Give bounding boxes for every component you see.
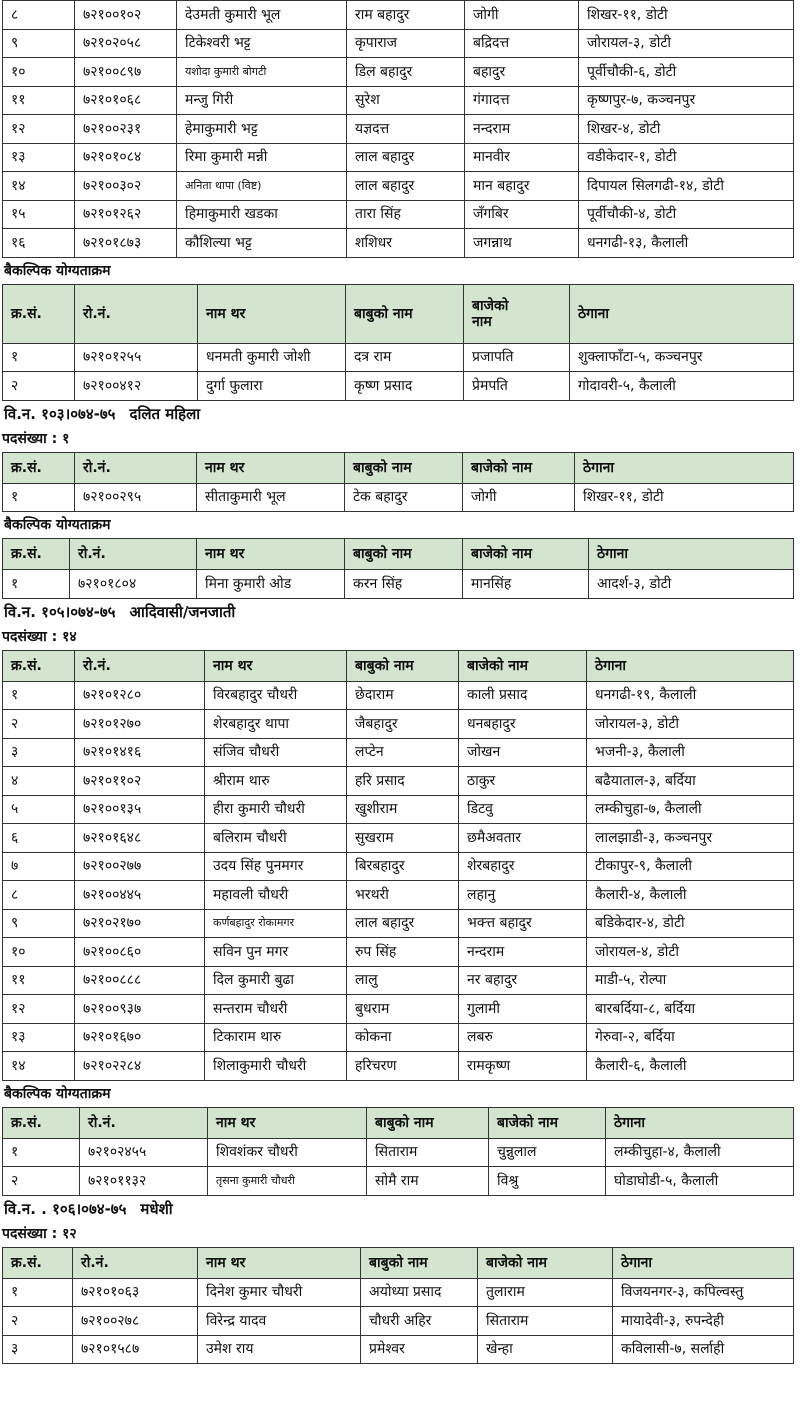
sn-cell: १३ [3, 1023, 75, 1052]
table-row [3, 881, 794, 910]
alt-merit-heading: बैकल्पिक योग्यताक्रम [4, 517, 111, 533]
address-cell: लम्कीचुहा-४, कैलाली [606, 1138, 794, 1167]
table-body [3, 1138, 794, 1195]
address-cell: कैलारी-६, कैलाली [587, 1052, 794, 1081]
header-roll: रो.नं. [75, 284, 198, 343]
sn-cell: २ [3, 1307, 73, 1336]
roll-number-cell: ७२१००१०२ [75, 1, 177, 30]
address-cell: जोरायल-४, डोटी [587, 938, 794, 967]
header-father: बाबुको नाम [345, 452, 463, 483]
vacancy-code: वि.न. १०३।०७४-७५ [4, 404, 116, 423]
table-header-row [3, 1247, 794, 1278]
roll-number-cell: ७२१००२९५ [75, 483, 197, 512]
roll-number-cell: ७२१०१८७३ [75, 229, 177, 258]
header-address: ठेगाना [589, 539, 794, 570]
sn-cell: ९ [3, 29, 75, 58]
table-row [3, 909, 794, 938]
address-cell: कृष्णपुर-७, कञ्चनपुर [579, 86, 794, 115]
grandfather-name-cell: लबरु [459, 1023, 587, 1052]
father-name-cell: लप्टेन [347, 738, 459, 767]
grandfather-name-cell: जोगी [463, 483, 575, 512]
roll-number-cell: ७२१०१०६३ [73, 1278, 198, 1307]
roll-number-cell: ७२१०१२६२ [75, 200, 177, 229]
father-name-cell: हरिचरण [347, 1052, 459, 1081]
address-cell: बडिकेदार-४, डोटी [587, 909, 794, 938]
section-heading-dalit [0, 401, 800, 427]
table-body [3, 681, 794, 1080]
grandfather-name-cell: जगन्नाथ [465, 229, 579, 258]
name-cell: टिकेश्वरी भट्ट [177, 29, 347, 58]
table-row [3, 1307, 794, 1336]
header-sn: क्र.सं. [3, 650, 75, 681]
header-grandfather: बाजेको नाम [478, 1247, 613, 1278]
table-row [3, 1, 794, 30]
sn-cell: २ [3, 710, 75, 739]
sn-cell: ११ [3, 966, 75, 995]
section-heading-janajati [0, 599, 800, 625]
header-father: बाबुको नाम [346, 284, 464, 343]
name-cell: उमेश राय [198, 1335, 361, 1364]
section-heading-madhesi [0, 1196, 800, 1222]
name-cell: दुर्गा फुलारा [198, 372, 346, 401]
father-name-cell: कृष्ण प्रसाद [346, 372, 464, 401]
header-name: नाम थर [197, 452, 345, 483]
name-cell: शिलाकुमारी चौधरी [205, 1052, 347, 1081]
table-row [3, 570, 794, 599]
address-cell: बढैयाताल-३, बर्दिया [587, 767, 794, 796]
header-grandfather: बाजेको नाम [459, 650, 587, 681]
sn-cell: ७ [3, 852, 75, 881]
roll-number-cell: ७२१०२०५८ [75, 29, 177, 58]
grandfather-name-cell: बहादुर [465, 58, 579, 87]
father-name-cell: जैबहादुर [347, 710, 459, 739]
sn-cell: १२ [3, 115, 75, 144]
table-row [3, 1138, 794, 1167]
header-address: ठेगाना [587, 650, 794, 681]
header-father: बाबुको नाम [347, 650, 459, 681]
address-cell: शिखर-४, डोटी [579, 115, 794, 144]
father-name-cell: बुधराम [347, 995, 459, 1024]
grandfather-name-cell: जोगी [465, 1, 579, 30]
sn-cell: ३ [3, 1335, 73, 1364]
name-cell: महावली चौधरी [205, 881, 347, 910]
father-name-cell: शशिधर [347, 229, 465, 258]
header-address: ठेगाना [606, 1107, 794, 1138]
vacancy-title: आदिवासी/जनजाती [129, 602, 236, 621]
header-sn: क्र.सं. [3, 1107, 80, 1138]
madhesi-merit-table [2, 1247, 794, 1365]
address-cell: भजनी-३, कैलाली [587, 738, 794, 767]
name-cell: संजिव चौधरी [205, 738, 347, 767]
address-cell: लम्कीचुहा-७, कैलाली [587, 795, 794, 824]
father-name-cell: हरि प्रसाद [347, 767, 459, 796]
name-cell: उदय सिंह पुनमगर [205, 852, 347, 881]
table-header-row [3, 539, 794, 570]
address-cell: माडी-५, रोल्पा [587, 966, 794, 995]
grandfather-name-cell: मानसिंह [463, 570, 589, 599]
grandfather-name-cell: शेरबहादुर [459, 852, 587, 881]
header-grandfather: बाजेको नाम [463, 539, 589, 570]
address-cell: शुक्लाफाँटा-५, कञ्चनपुर [570, 343, 794, 372]
grandfather-name-cell: नन्दराम [465, 115, 579, 144]
vacancy-title: दलित महिला [129, 404, 201, 423]
address-cell: मायादेवी-३, रुपन्देही [613, 1307, 794, 1336]
name-cell: तृसना कुमारी चौधरी [208, 1167, 367, 1196]
roll-number-cell: ७२१०११३२ [80, 1167, 208, 1196]
grandfather-name-cell: सिताराम [478, 1307, 613, 1336]
address-cell: टीकापुर-९, कैलाली [587, 852, 794, 881]
table-row [3, 681, 794, 710]
grandfather-name-cell: नन्दराम [459, 938, 587, 967]
header-sn: क्र.सं. [3, 539, 70, 570]
father-name-cell: लाल बहादुर [347, 143, 465, 172]
father-name-cell: दत्र राम [346, 343, 464, 372]
name-cell: हीरा कुमारी चौधरी [205, 795, 347, 824]
name-cell: देउमती कुमारी भूल [177, 1, 347, 30]
address-cell: कैलारी-४, कैलाली [587, 881, 794, 910]
alt-merit-heading: बैकल्पिक योग्यताक्रम [4, 1085, 111, 1102]
address-cell: शिखर-११, डोटी [579, 1, 794, 30]
header-address: ठेगाना [570, 284, 794, 343]
address-cell: शिखर-११, डोटी [575, 483, 794, 512]
grandfather-name-cell: गुलामी [459, 995, 587, 1024]
address-cell: बारबर्दिया-८, बर्दिया [587, 995, 794, 1024]
table-header-row [3, 1107, 794, 1138]
roll-number-cell: ७२१०१४१६ [75, 738, 205, 767]
roll-number-cell: ७२१००२७७ [75, 852, 205, 881]
grandfather-name-cell: नर बहादुर [459, 966, 587, 995]
grandfather-name-cell: ठाकुर [459, 767, 587, 796]
header-grandfather: बाजेको नाम [463, 452, 575, 483]
table-row [3, 710, 794, 739]
roll-number-cell: ७२१०११०२ [75, 767, 205, 796]
table-row [3, 824, 794, 853]
roll-number-cell: ७२१०२१७० [75, 909, 205, 938]
table-row [3, 1052, 794, 1081]
grandfather-name-cell: प्रजापति [464, 343, 570, 372]
table-row [3, 115, 794, 144]
roll-number-cell: ७२१०१६४८ [75, 824, 205, 853]
sn-cell: १ [3, 1138, 80, 1167]
grandfather-name-cell: डिटवु [459, 795, 587, 824]
name-cell: दिल कुमारी बुढा [205, 966, 347, 995]
roll-number-cell: ७२१००२३१ [75, 115, 177, 144]
grandfather-name-cell: धनबहादुर [459, 710, 587, 739]
sn-cell: १५ [3, 200, 75, 229]
sn-cell: १० [3, 938, 75, 967]
header-grandfather-line2: नाम [472, 313, 492, 330]
address-cell: गोदावरी-५, कैलाली [570, 372, 794, 401]
grandfather-name-cell: छमैअवतार [459, 824, 587, 853]
table-header-row [3, 650, 794, 681]
father-name-cell: लाल बहादुर [347, 909, 459, 938]
roll-number-cell: ७२१००९३७ [75, 995, 205, 1024]
table-row [3, 483, 794, 512]
header-father: बाबुको नाम [345, 539, 463, 570]
father-name-cell: कोकना [347, 1023, 459, 1052]
father-name-cell: बिरबहादुर [347, 852, 459, 881]
address-cell: लालझाडी-३, कञ्चनपुर [587, 824, 794, 853]
table-row [3, 200, 794, 229]
table-header-row [3, 452, 794, 483]
roll-number-cell: ७२१०२२८४ [75, 1052, 205, 1081]
header-roll: रो.नं. [70, 539, 197, 570]
father-name-cell: कृपाराज [347, 29, 465, 58]
father-name-cell: यज्ञदत्त [347, 115, 465, 144]
grandfather-name-cell: काली प्रसाद [459, 681, 587, 710]
grandfather-name-cell: खेन्हा [478, 1335, 613, 1364]
grandfather-name-cell: रामकृष्ण [459, 1052, 587, 1081]
name-cell: अनिता थापा (विष्ट) [177, 172, 347, 201]
roll-number-cell: ७२१००३०२ [75, 172, 177, 201]
alt-merit-heading: बैकल्पिक योग्यताक्रम [4, 262, 111, 279]
grandfather-name-cell: तुलाराम [478, 1278, 613, 1307]
address-cell: धनगढी-१९, कैलाली [587, 681, 794, 710]
header-father: बाबुको नाम [361, 1247, 478, 1278]
sn-cell: १ [3, 570, 70, 599]
father-name-cell: सुखराम [347, 824, 459, 853]
alt-merit-table-1 [2, 284, 794, 401]
grandfather-name-cell: गंगादत्त [465, 86, 579, 115]
address-cell: दिपायल सिलगढी-१४, डोटी [579, 172, 794, 201]
roll-number-cell: ७२१०१५८७ [73, 1335, 198, 1364]
father-name-cell: डिल बहादुर [347, 58, 465, 87]
sn-cell: १ [3, 681, 75, 710]
name-cell: हेमाकुमारी भट्ट [177, 115, 347, 144]
grandfather-name-cell: चुन्नुलाल [489, 1138, 606, 1167]
dalit-merit-table [2, 452, 794, 513]
roll-number-cell: ७२१००१३५ [75, 795, 205, 824]
sn-cell: ३ [3, 738, 75, 767]
table-row [3, 1023, 794, 1052]
grandfather-name-cell: भक्त्त बहादुर [459, 909, 587, 938]
header-address: ठेगाना [575, 452, 794, 483]
address-cell: आदर्श-३, डोटी [589, 570, 794, 599]
name-cell: विरबहादुर चौधरी [205, 681, 347, 710]
sn-cell: ५ [3, 795, 75, 824]
table-row [3, 995, 794, 1024]
father-name-cell: सोमै राम [367, 1167, 489, 1196]
roll-number-cell: ७२१००४४५ [75, 881, 205, 910]
sn-cell: ९ [3, 909, 75, 938]
post-count: पदसंख्या : १४ [2, 628, 77, 645]
grandfather-name-cell: लहानु [459, 881, 587, 910]
name-cell: शेरबहादुर थापा [205, 710, 347, 739]
father-name-cell: चौधरी अहिर [361, 1307, 478, 1336]
table-row [3, 229, 794, 258]
father-name-cell: तारा सिंह [347, 200, 465, 229]
merit-table-continued [2, 0, 794, 258]
sn-cell: १३ [3, 143, 75, 172]
father-name-cell: राम बहादुर [347, 1, 465, 30]
roll-number-cell: ७२१०२४५५ [80, 1138, 208, 1167]
header-grandfather-line1: बाजेको [472, 297, 509, 314]
table-body [3, 483, 794, 512]
name-cell: बलिराम चौधरी [205, 824, 347, 853]
roll-number-cell: ७२१००४१२ [75, 372, 198, 401]
name-cell: मन्जु गिरी [177, 86, 347, 115]
father-name-cell: भरथरी [347, 881, 459, 910]
table-row [3, 372, 794, 401]
name-cell: कौशिल्या भट्ट [177, 229, 347, 258]
table-row [3, 738, 794, 767]
grandfather-name-cell: जोखन [459, 738, 587, 767]
address-cell: जोरायल-३, डोटी [587, 710, 794, 739]
table-row [3, 29, 794, 58]
janajati-merit-table [2, 650, 794, 1081]
header-roll: रो.नं. [73, 1247, 198, 1278]
grandfather-name-cell: जँगबिर [465, 200, 579, 229]
name-cell: यशोदा कुमारी बोगटी [177, 58, 347, 87]
table-row [3, 58, 794, 87]
address-cell: पूर्वीचौकी-६, डोटी [579, 58, 794, 87]
janajati-alt-merit-table [2, 1107, 794, 1196]
roll-number-cell: ७२१०१०६८ [75, 86, 177, 115]
vacancy-title: मधेशी [140, 1199, 173, 1218]
roll-number-cell: ७२१००२७८ [73, 1307, 198, 1336]
table-row [3, 852, 794, 881]
father-name-cell: रुप सिंह [347, 938, 459, 967]
father-name-cell: सुरेश [347, 86, 465, 115]
address-cell: विजयनगर-३, कपिल्वस्तु [613, 1278, 794, 1307]
table-row [3, 1167, 794, 1196]
grandfather-name-cell: बद्रिदत्त [465, 29, 579, 58]
sn-cell: ४ [3, 767, 75, 796]
table-row [3, 966, 794, 995]
sn-cell: १ [3, 483, 75, 512]
sn-cell: ८ [3, 1, 75, 30]
table-row [3, 343, 794, 372]
header-name: नाम थर [197, 539, 345, 570]
post-count: पदसंख्या : १२ [2, 1225, 77, 1242]
address-cell: गेरुवा-२, बर्दिया [587, 1023, 794, 1052]
father-name-cell: लाल बहादुर [347, 172, 465, 201]
sn-cell: १ [3, 343, 75, 372]
roll-number-cell: ७२१०१२८० [75, 681, 205, 710]
father-name-cell: लालु [347, 966, 459, 995]
name-cell: सन्तराम चौधरी [205, 995, 347, 1024]
header-sn: क्र.सं. [3, 452, 75, 483]
name-cell: रिमा कुमारी मन्नी [177, 143, 347, 172]
sn-cell: १२ [3, 995, 75, 1024]
address-cell: जोरायल-३, डोटी [579, 29, 794, 58]
table-row [3, 1278, 794, 1307]
roll-number-cell: ७२१०१८०४ [70, 570, 197, 599]
name-cell: सीताकुमारी भूल [197, 483, 345, 512]
header-father: बाबुको नाम [367, 1107, 489, 1138]
sn-cell: १६ [3, 229, 75, 258]
sn-cell: ८ [3, 881, 75, 910]
name-cell: टिकाराम थारु [205, 1023, 347, 1052]
father-name-cell: टेक बहादुर [345, 483, 463, 512]
table-body [3, 1, 794, 258]
name-cell: सविन पुन मगर [205, 938, 347, 967]
header-grandfather [464, 284, 570, 343]
sn-cell: ६ [3, 824, 75, 853]
table-row [3, 938, 794, 967]
table-row [3, 86, 794, 115]
header-name: नाम थर [198, 284, 346, 343]
header-name: नाम थर [208, 1107, 367, 1138]
name-cell: विरेन्द्र यादव [198, 1307, 361, 1336]
roll-number-cell: ७२१०१०८४ [75, 143, 177, 172]
header-sn: क्र.सं. [3, 284, 75, 343]
sn-cell: १० [3, 58, 75, 87]
name-cell: धनमती कुमारी जोशी [198, 343, 346, 372]
header-name: नाम थर [198, 1247, 361, 1278]
table-row [3, 1335, 794, 1364]
table-row [3, 172, 794, 201]
sn-cell: २ [3, 372, 75, 401]
sn-cell: १४ [3, 172, 75, 201]
roll-number-cell: ७२१००८६० [75, 938, 205, 967]
father-name-cell: करन सिंह [345, 570, 463, 599]
vacancy-code: वि.न. . १०६।०७४-७५ [4, 1199, 127, 1218]
address-cell: धनगढी-१३, कैलाली [579, 229, 794, 258]
sn-cell: १४ [3, 1052, 75, 1081]
table-body [3, 343, 794, 400]
grandfather-name-cell: मान बहादुर [465, 172, 579, 201]
father-name-cell: सिताराम [367, 1138, 489, 1167]
sn-cell: ११ [3, 86, 75, 115]
name-cell: हिमाकुमारी खडका [177, 200, 347, 229]
address-cell: कविलासी-७, सर्लाही [613, 1335, 794, 1364]
table-body [3, 570, 794, 599]
grandfather-name-cell: प्रेमपति [464, 372, 570, 401]
header-address: ठेगाना [613, 1247, 794, 1278]
address-cell: पूर्वीचौकी-४, डोटी [579, 200, 794, 229]
address-cell: वडीकेदार-१, डोटी [579, 143, 794, 172]
grandfather-name-cell: विश्रु [489, 1167, 606, 1196]
name-cell: मिना कुमारी ओड [197, 570, 345, 599]
table-row [3, 143, 794, 172]
table-row [3, 767, 794, 796]
name-cell: कर्णबहादुर रोकामगर [205, 909, 347, 938]
father-name-cell: खुशीराम [347, 795, 459, 824]
father-name-cell: अयोध्या प्रसाद [361, 1278, 478, 1307]
father-name-cell: प्रमेश्वर [361, 1335, 478, 1364]
vacancy-code: वि.न. १०५।०७४-७५ [4, 602, 116, 621]
father-name-cell: छेदाराम [347, 681, 459, 710]
post-count: पदसंख्या : १ [2, 430, 70, 447]
table-body [3, 1278, 794, 1364]
header-sn: क्र.सं. [3, 1247, 73, 1278]
table-row [3, 795, 794, 824]
sn-cell: १ [3, 1278, 73, 1307]
name-cell: श्रीराम थारु [205, 767, 347, 796]
roll-number-cell: ७२१००८९७ [75, 58, 177, 87]
roll-number-cell: ७२१०१२७० [75, 710, 205, 739]
table-header-row [3, 284, 794, 343]
header-roll: रो.नं. [75, 452, 197, 483]
dalit-alt-merit-table [2, 538, 794, 599]
header-roll: रो.नं. [80, 1107, 208, 1138]
roll-number-cell: ७२१०१६७० [75, 1023, 205, 1052]
header-name: नाम थर [205, 650, 347, 681]
roll-number-cell: ७२१०१२५५ [75, 343, 198, 372]
header-roll: रो.नं. [75, 650, 205, 681]
header-grandfather: बाजेको नाम [489, 1107, 606, 1138]
sn-cell: २ [3, 1167, 80, 1196]
address-cell: घोडाघोडी-५, कैलाली [606, 1167, 794, 1196]
name-cell: दिनेश कुमार चौधरी [198, 1278, 361, 1307]
grandfather-name-cell: मानवीर [465, 143, 579, 172]
roll-number-cell: ७२१००८८८ [75, 966, 205, 995]
name-cell: शिवशंकर चौधरी [208, 1138, 367, 1167]
